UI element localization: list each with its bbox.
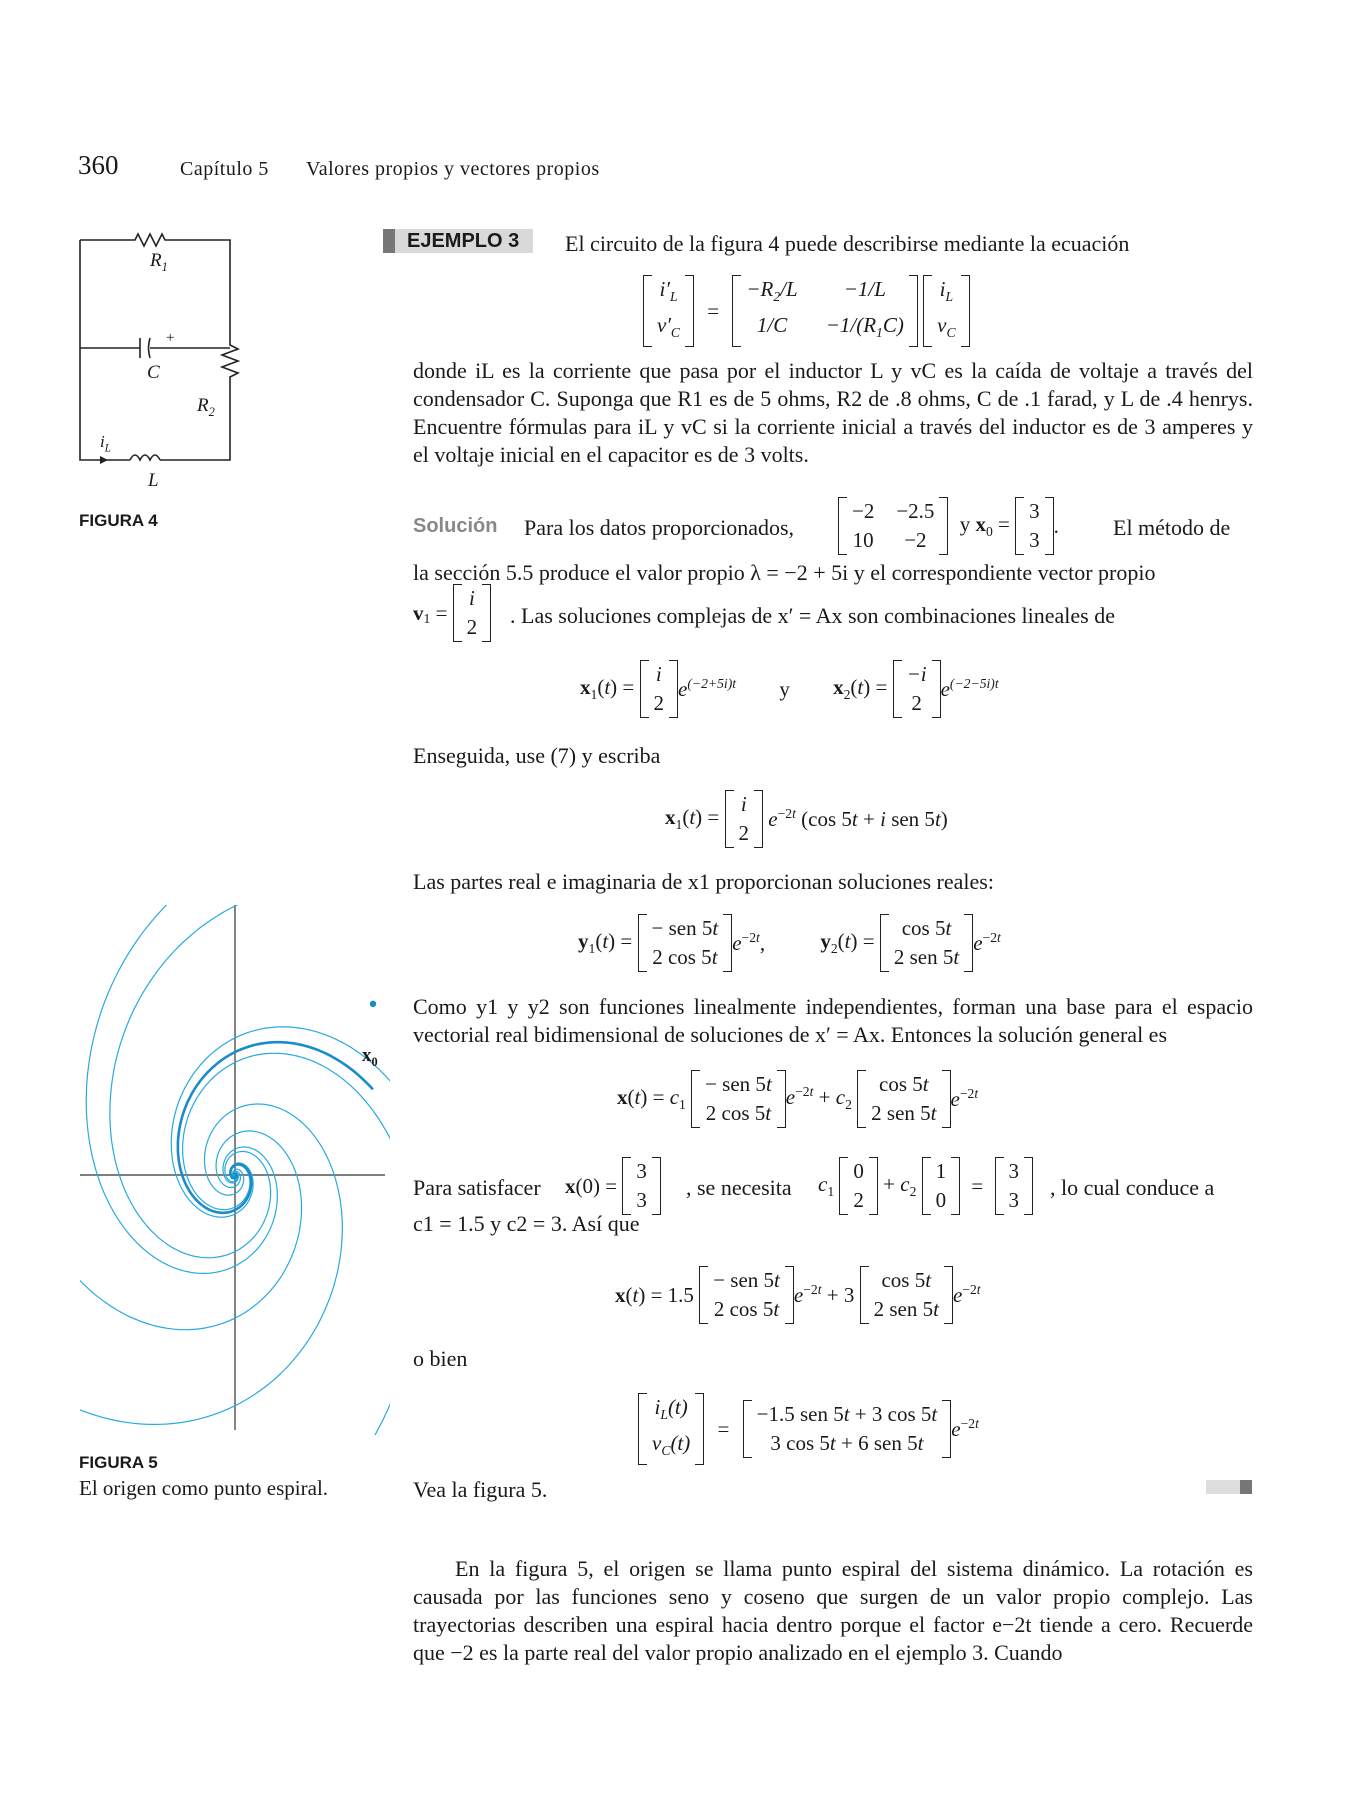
r2-label: $R_2$: [197, 395, 215, 419]
solution-label: Solución: [413, 515, 498, 537]
initial-condition-eq: x(0) = 3 3: [565, 1157, 661, 1215]
il-label: $i_L$: [100, 432, 111, 455]
como-paragraph: Como y1 y y2 son funciones linealmente independientes, forman una base para el espacio vectorial real bidimensional de soluciones de x′ = Ax. Entonces la solución general es: [413, 994, 1253, 1047]
obien-text: o bien: [413, 1346, 468, 1371]
solution-text-a: Para los datos proporcionados,: [524, 515, 795, 540]
eigenvector-v1: $v_1$ = i 2: [413, 584, 491, 642]
para-text-c: , lo cual conduce a: [1050, 1175, 1215, 1200]
general-solution-eq: $x(t) = c_1$ − sen 5t 2 cos 5t $e^{-2t} + c_2$ cos 5t 2 sen 5t $e^{-2t}$: [617, 1070, 978, 1128]
trajectory-4: [80, 911, 301, 1330]
figure5-caption: El origen como punto espiral.: [79, 1476, 329, 1500]
complex-solutions-eq: $x_1(t)$ = i 2 $e^{(-2+5i)t}$ y $x_2(t)$ = −i 2 $e^{(-2-5i)t}$: [580, 660, 999, 718]
closing-paragraph: En la figura 5, el origen se llama punto espiral del sistema dinámico. La rotación es causada por las funciones seno y coseno que surgen de un valor propio complejo. Las trayectorias describen una espiral hacia dentro porque el factor e−2t tiende a cero. Recuerde que −2 es la parte real del valor propio analizado en el ejemplo 3. Cuando: [413, 1556, 1253, 1665]
running-head-title: Valores propios y vectores propios: [306, 158, 600, 180]
example-tag: EJEMPLO 3: [383, 230, 533, 253]
trajectory-2: [110, 905, 363, 1258]
end-mark-dark: [1240, 1480, 1252, 1494]
r1-label: $R_1$: [150, 250, 168, 274]
y1-y2-eq: $y_1(t)$ = − sen 5t 2 cos 5t $e^{-2t}$, $y_2(t)$ = cos 5t 2 sen 5t $e^{-2t}$: [578, 914, 1001, 972]
complex-solutions-text: . Las soluciones complejas de x′ = Ax son combinaciones lineales de: [510, 603, 1115, 628]
vea-text: Vea la figura 5.: [413, 1477, 548, 1502]
enseguida-text: Enseguida, use (7) y escriba: [413, 743, 661, 768]
example-intro: El circuito de la figura 4 puede describirse mediante la ecuación: [565, 231, 1130, 256]
final-solution-eq: $i_L(t)$ $v_C(t)$ = −1.5 sen 5t + 3 cos 5t 3 cos 5t + 6 sen 5t $e^{-2t}$: [638, 1393, 979, 1465]
solution-eigenvalue-line: la sección 5.5 produce el valor propio λ = −2 + 5i y el correspondiente vector propio: [413, 560, 1156, 585]
trajectory-6: [86, 905, 390, 1273]
problem-paragraph: donde iL es la corriente que pasa por el inductor L y vC es la caída de voltaje a través del condensador C. Suponga que R1 es de 5 ohms, R2 de .8 ohms, C de .1 farad, y L de .4 henrys. Encuentre fórmulas para iL y vC si la corriente inicial a través del inductor es de 3 amperes y el voltaje inicial en el capacitor es de 3 volts.: [413, 358, 1253, 467]
trajectory-x0: [178, 1042, 373, 1213]
para-text-b: , se necesita: [686, 1175, 792, 1200]
figure4-label: FIGURA 4: [79, 511, 158, 530]
figure5-label: FIGURA 5: [79, 1453, 158, 1472]
trajectory-1: [80, 1104, 342, 1424]
solution-text-b: El método de: [1113, 515, 1231, 540]
para-text-a: Para satisfacer: [413, 1175, 541, 1200]
partes-text: Las partes real e imaginaria de x1 proporcionan soluciones reales:: [413, 869, 994, 894]
c-values-line: c1 = 1.5 y c2 = 3. Así que: [413, 1211, 640, 1236]
c-label: C: [147, 362, 160, 383]
circuit-equation: $i'_L$ $v'_C$ = $-R_2/L$ −1/L 1/C $-1/(R_1C)$ $i_L$ $v_C$: [643, 275, 970, 347]
x0-point: [370, 1001, 376, 1007]
matrix-a: −2 −2.5 10 −2 y $x_0$ = 3 3 .: [838, 497, 1059, 555]
spiral-plot: [80, 905, 390, 1435]
page-number: 360: [78, 150, 119, 180]
x0-label: $x_0$: [362, 1045, 378, 1069]
running-head-chapter: Capítulo 5: [180, 158, 269, 180]
coefficient-eq: $c_1$ 0 2 + $c_2$ 1 0 = 3 3: [818, 1157, 1033, 1215]
particular-solution-eq: x(t) = 1.5 − sen 5t 2 cos 5t $e^{-2t} + 3$ cos 5t 2 sen 5t $e^{-2t}$: [615, 1266, 981, 1324]
x1-expanded-eq: $x_1(t)$ = i 2 $e^{-2t}$ (cos 5t + i sen 5t): [665, 790, 948, 848]
plus-label: +: [166, 330, 175, 346]
l-label: L: [148, 470, 159, 491]
